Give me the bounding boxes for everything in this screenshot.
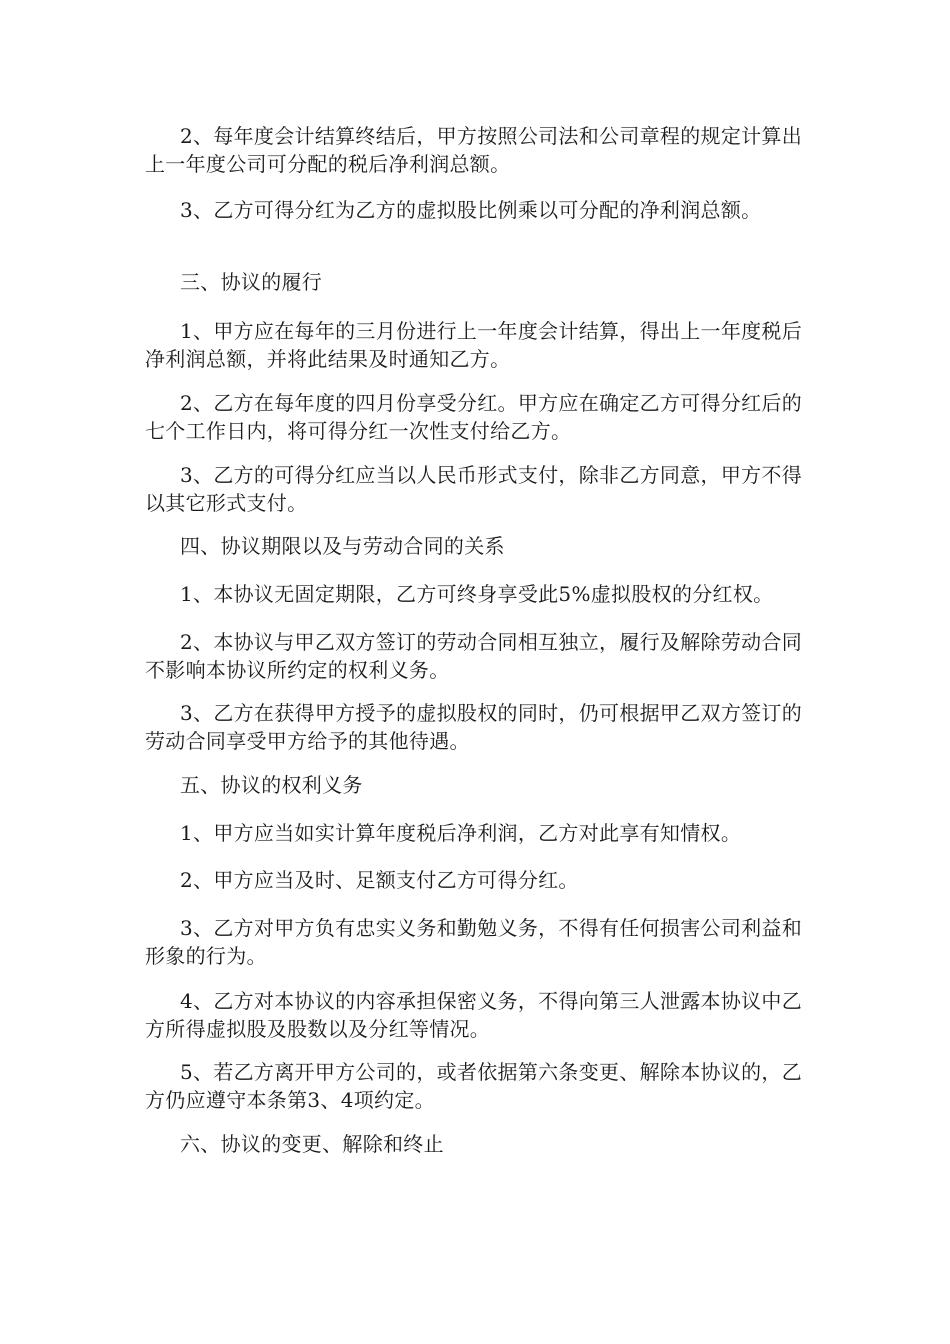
paragraph-other-benefits: 3、乙方在获得甲方授予的虚拟股权的同时，仍可根据甲乙双方签订的劳动合同享受甲方给予的其他待遇。 [145, 701, 803, 753]
section-heading-term-and-labor-contract: 四、协议期限以及与劳动合同的关系 [180, 534, 505, 558]
section-heading-performance: 三、协议的履行 [180, 270, 323, 294]
paragraph-right-to-know: 1、甲方应当如实计算年度税后净利润，乙方对此享有知情权。 [180, 821, 742, 845]
paragraph-payment-currency: 3、乙方的可得分红应当以人民币形式支付，除非乙方同意，甲方不得以其它形式支付。 [145, 463, 803, 515]
paragraph-dividend-formula: 3、乙方可得分红为乙方的虚拟股比例乘以可分配的净利润总额。 [180, 198, 762, 222]
paragraph-timely-payment: 2、甲方应当及时、足额支付乙方可得分红。 [180, 868, 579, 892]
paragraph-independence-from-labor-contract: 2、本协议与甲乙双方签订的劳动合同相互独立，履行及解除劳动合同不影响本协议所约定的权利义务。 [145, 630, 803, 682]
paragraph-annual-settlement: 1、甲方应在每年的三月份进行上一年度会计结算，得出上一年度税后净利润总额，并将此结果及时通知乙方。 [145, 319, 803, 371]
paragraph-post-departure-obligation: 5、若乙方离开甲方公司的，或者依据第六条变更、解除本协议的，乙方仍应遵守本条第3、4项约定。 [145, 1060, 803, 1112]
paragraph-confidentiality: 4、乙方对本协议的内容承担保密义务，不得向第三人泄露本协议中乙方所得虚拟股及股数以及分红等情况。 [145, 989, 803, 1041]
paragraph-dividend-payment-time: 2、乙方在每年度的四月份享受分红。甲方应在确定乙方可得分红后的七个工作日内，将可得分红一次性支付给乙方。 [145, 391, 803, 443]
section-heading-rights-and-obligations: 五、协议的权利义务 [180, 773, 363, 797]
section-heading-amendment-and-termination: 六、协议的变更、解除和终止 [180, 1132, 444, 1156]
paragraph-profit-calculation: 2、每年度会计结算终结后，甲方按照公司法和公司章程的规定计算出上一年度公司可分配的税后净利润总额。 [145, 124, 803, 176]
paragraph-loyalty-obligation: 3、乙方对甲方负有忠实义务和勤勉义务，不得有任何损害公司利益和形象的行为。 [145, 916, 803, 968]
paragraph-no-fixed-term: 1、本协议无固定期限，乙方可终身享受此5%虚拟股权的分红权。 [180, 582, 774, 606]
